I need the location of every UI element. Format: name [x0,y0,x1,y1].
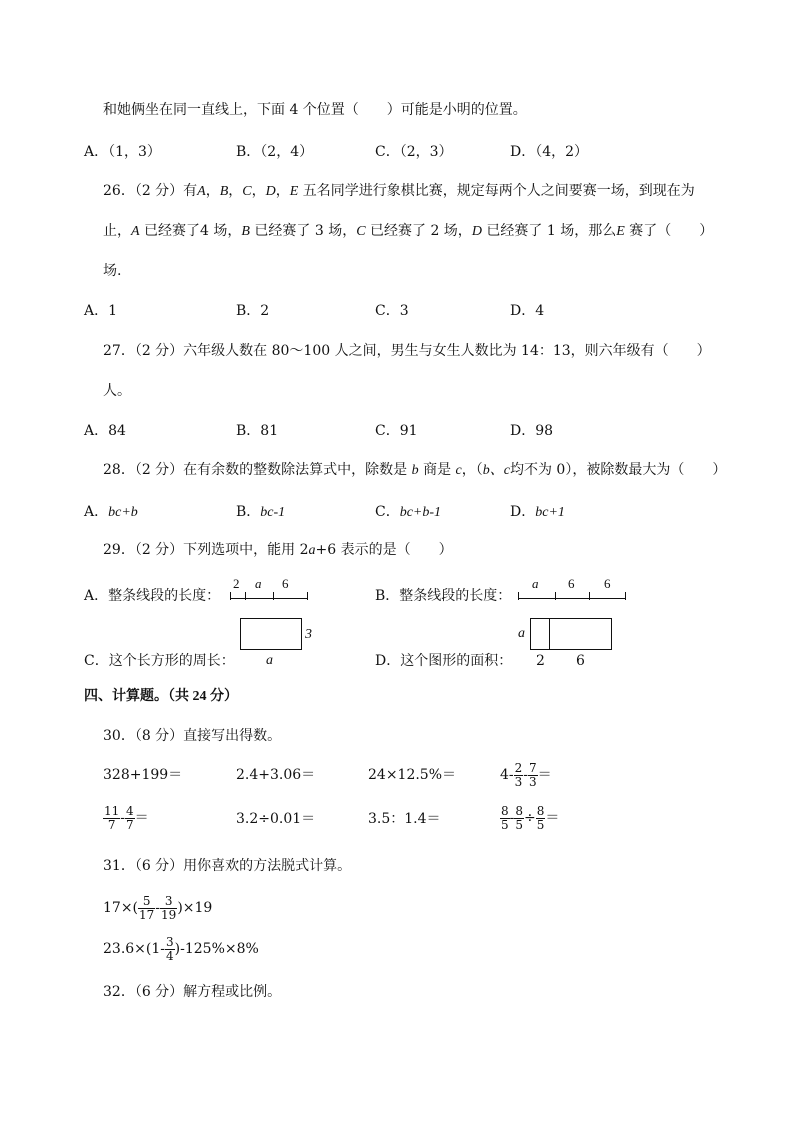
q31-title: 31．（6 分）用你喜欢的方法脱式计算。 [103,858,352,874]
q29-option-d-side-label: a [518,626,525,641]
q30-expr-1: 328+199＝ [103,767,183,783]
q29-option-d-bottom-label-2: 6 [576,653,585,669]
q26-option-a: A．1 [84,303,118,319]
q25-option-d: D．（4，2） [510,144,589,160]
q28-option-c: C．bc+b-1 [375,504,442,520]
q26-option-b: B．2 [236,303,270,319]
segment-label-a: a [532,576,539,591]
q29-option-b-text: B．整条线段的长度： [375,588,512,604]
q29-option-a-segment [230,576,308,599]
q27-line2: 人。 [103,383,131,399]
segment-label-6: 6 [282,576,289,591]
q26-line3: 场. [103,263,122,279]
section-heading: 四、计算题。（共 24 分） [84,689,238,704]
q28-option-b: B．bc-1 [236,504,286,520]
q31-expr-1: 17×( $\frac{5}{17}$ - $\frac{3}{19}$ )×19 [103,893,213,922]
q26-option-d: D．4 [510,303,545,319]
q30-expr-2: 2.4+3.06＝ [236,767,316,783]
q25-option-a: A．（1，3） [84,144,161,160]
q32-title: 32．（6 分）解方程或比例。 [103,984,282,1000]
q27-option-b: B．81 [236,423,279,439]
q30-expr-3: 24×12.5%＝ [368,767,457,783]
q28-option-a: A．bc+b [84,504,138,520]
q26-option-c: C．3 [375,303,409,319]
segment-label-2: 2 [233,576,240,591]
segment-label-a: a [255,576,262,591]
q29-option-c-rectangle [240,618,302,650]
q27-option-c: C．91 [375,423,418,439]
q27-line1: 27．（2 分）六年级人数在 80～100 人之间，男生与女生人数比为 14：13，则六年级有（ ） [103,343,711,359]
q25-continuation: 和她俩坐在同一直线上，下面 4 个位置（ ）可能是小明的位置。 [103,102,527,118]
q30-expr-5: $\frac{11}{7}$ - $\frac{4}{7}$ ＝ [104,803,149,832]
q30-title: 30．（8 分）直接写出得数。 [103,728,282,744]
q30-expr-8: $\frac{8}{5}$ - $\frac{8}{5}$ ÷ $\frac{8}{5}$ ＝ [501,803,560,832]
q29-option-b-segment [518,576,626,599]
q29-option-c-side-label: 3 [305,627,312,642]
q30-expr-4: 4- $\frac{2}{3}$ - $\frac{7}{3}$ ＝ [500,760,552,789]
q29-option-d-bottom-label-1: 2 [536,653,545,669]
q29-line1: 29．（2 分）下列选项中，能用 2a+6 表示的是（ ） [103,542,453,558]
q25-option-c: C．（2，3） [375,144,453,160]
q28-option-d: D．bc+1 [510,504,565,520]
q27-option-a: A．84 [84,423,126,439]
q30-expr-7: 3.5：1.4＝ [368,811,441,827]
q25-option-b: B．（2，4） [236,144,314,160]
segment-label-6: 6 [568,576,575,591]
q27-option-d: D．98 [510,423,554,439]
q26-line2: 止，A 已经赛了4 场，B 已经赛了 3 场，C 已经赛了 2 场，D 已经赛了 1 场，那么E 赛了（ ） [103,223,714,239]
q29-option-d-divider [549,619,550,649]
q30-expr-6: 3.2÷0.01＝ [236,811,316,827]
q29-option-c-text: C．这个长方形的周长： [84,653,235,669]
q29-option-a-text: A．整条线段的长度： [84,588,221,604]
q29-option-d-text: D．这个图形的面积： [375,653,513,669]
q31-expr-2: 23.6×(1- $\frac{3}{4}$ )-125%×8% [103,934,259,963]
q26-line1: 26．（2 分）有A，B，C，D，E 五名同学进行象棋比赛，规定每两个人之间要赛一场，到现在为 [103,183,695,199]
q29-option-d-rectangle [530,618,612,650]
q29-option-c-bottom-label: a [266,653,273,668]
segment-label-6b: 6 [604,576,611,591]
q28-line1: 28．（2 分）在有余数的整数除法算式中，除数是 b 商是 c，（b、c均不为 0），被除数最大为（ ） [103,462,727,478]
